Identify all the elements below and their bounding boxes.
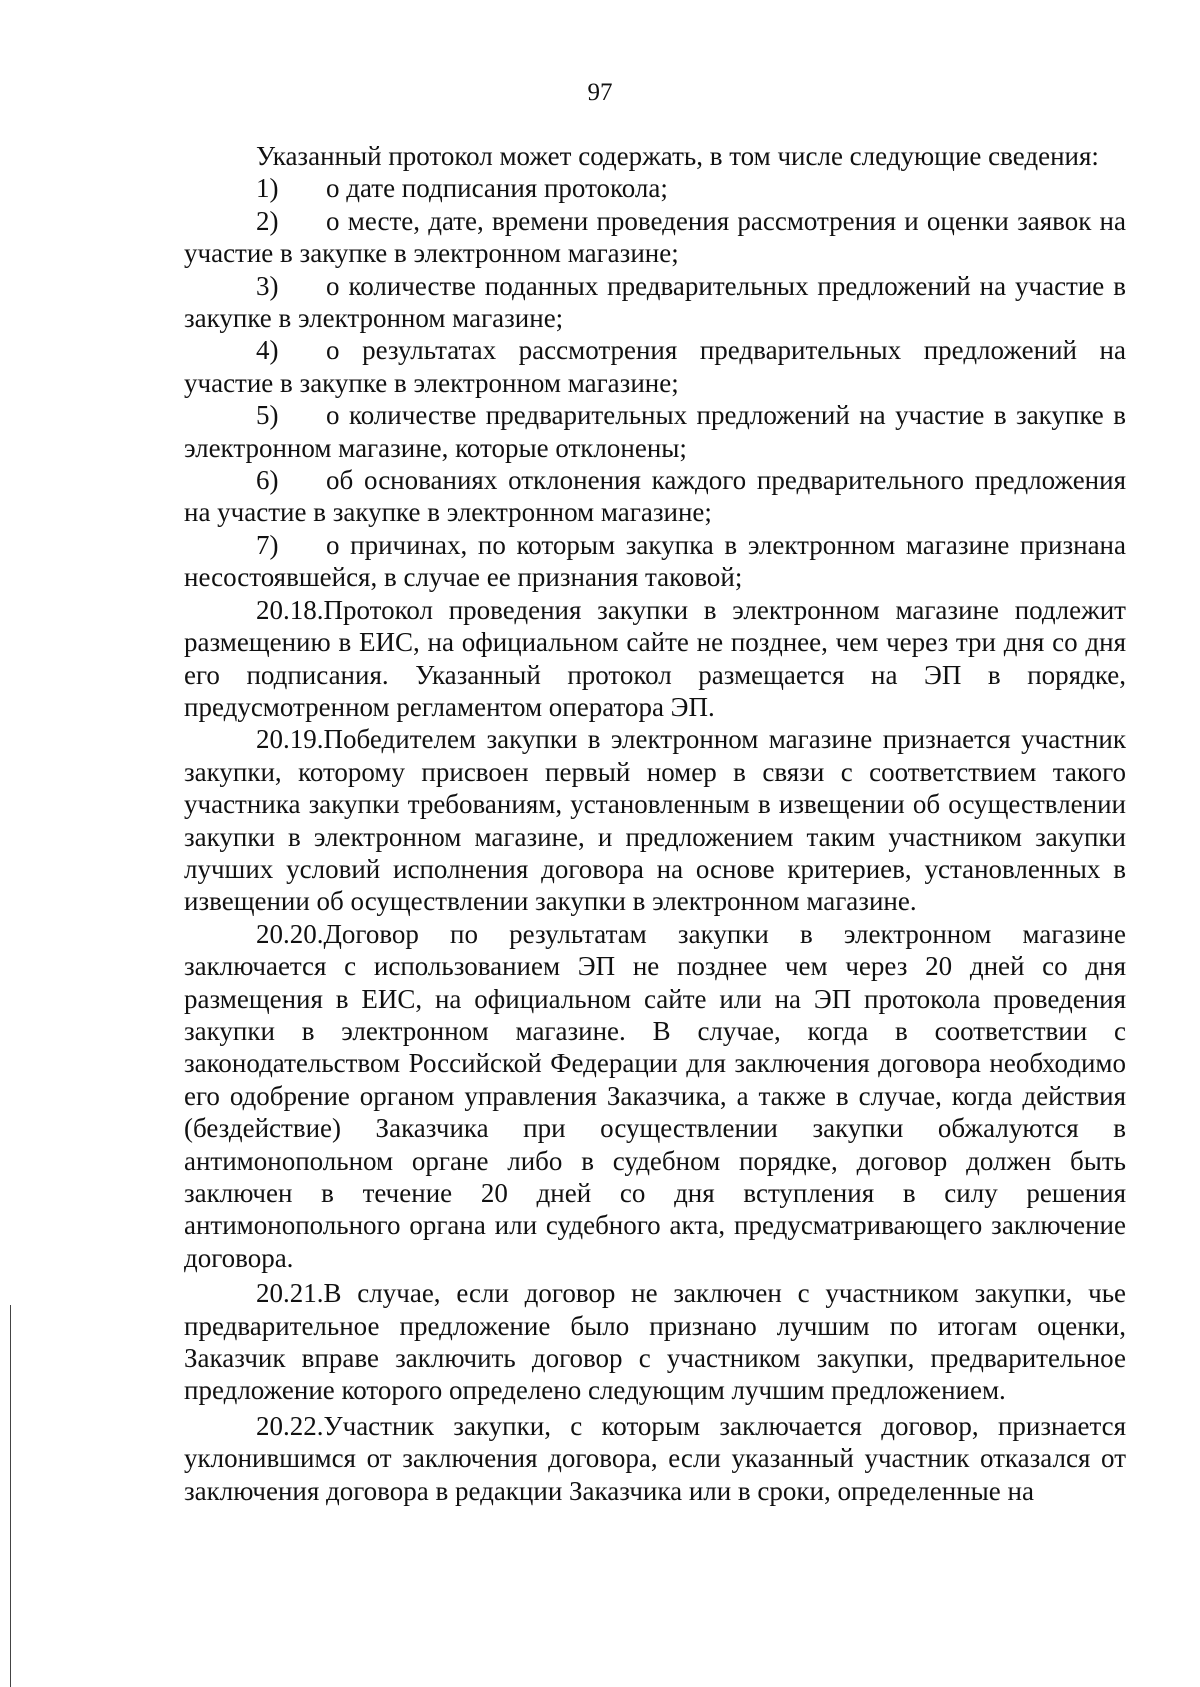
list-item-number: 7) [256, 529, 279, 560]
list-item [184, 334, 1126, 399]
list-item-text: о месте, дате, времени проведения рассмотрения и оценки заявок на участие в закупке в электронном магазине; [184, 205, 1126, 269]
list-item-number: 5) [256, 400, 279, 431]
section-20-18: 20.18.Протокол проведения закупки в электронном магазине подлежит размещению в ЕИС, на официальном сайте не позднее, чем через три дня со дня его подписания. Указанный протокол размещается на ЭП в порядке, предусмотренном регламентом оператора ЭП. [184, 594, 1126, 722]
document-body [184, 140, 1126, 1507]
section-20-22: 20.22.Участник закупки, с которым заключается договор, признается уклонившимся от заключения договора, если указанный участник отказался от заключения договора в редакции Заказчика или в сроки, определенные на [184, 1410, 1126, 1506]
list-item [184, 270, 1126, 335]
scan-margin-line [10, 1305, 11, 1687]
list-item [184, 464, 1126, 529]
list-item-number: 2) [256, 205, 279, 236]
list-item [184, 172, 1126, 204]
section-20-19: 20.19.Победителем закупки в электронном магазине признается участник закупки, которому присвоен первый номер в связи с соответствием такого участника закупки требованиям, установленным в извещении об осуществлении закупки в электронном магазине, и предложением таким участником закупки лучших условий исполнения договора на основе критериев, установленных в извещении об осуществлении закупки в электронном магазине. [184, 724, 1126, 917]
page-number: 97 [587, 79, 613, 106]
list-item-text: о причинах, по которым закупка в электронном магазине признана несостоявшейся, в случае ее признания таковой; [184, 529, 1126, 593]
list-item-number: 6) [256, 465, 279, 496]
list-item [184, 529, 1126, 594]
section-20-21: 20.21.В случае, если договор не заключен с участником закупки, чье предварительное предложение было признано лучшим по итогам оценки, Заказчик вправе заключить договор с участником закупки, предварительное предложение которого определено следующим лучшим предложением. [184, 1278, 1126, 1406]
list-item-number: 4) [256, 335, 279, 366]
list-item-number: 1) [256, 173, 279, 204]
list-item-text: о результатах рассмотрения предварительных предложений на участие в закупке в электронном магазине; [184, 335, 1126, 398]
list-item-number: 3) [256, 270, 279, 301]
list-item [184, 399, 1126, 464]
list-item [184, 205, 1126, 270]
list-item-text: о количестве поданных предварительных предложений на участие в закупке в электронном магазине; [184, 270, 1126, 334]
list-item-text: об основаниях отклонения каждого предварительного предложения на участие в закупке в электронном магазине; [184, 465, 1126, 528]
list-item-text: о дате подписания протокола; [326, 173, 668, 204]
section-20-20: 20.20.Договор по результатам закупки в электронном магазине заключается с использованием ЭП не позднее чем через 20 дней со дня размещения в ЕИС, на официальном сайте или на ЭП протокола проведения закупки в электронном магазине. В случае, когда в соответствии с законодательством Российской Федерации для заключения договора необходимо его одобрение органом управления Заказчика, а также в случае, когда действия (бездействие) Заказчика при осуществлении закупки обжалуются в антимонопольном органе либо в судебном порядке, договор должен быть заключен в течение 20 дней со дня вступления в силу решения антимонопольного органа или судебного акта, предусматривающего заключение договора. [184, 918, 1126, 1273]
intro-paragraph: Указанный протокол может содержать, в том числе следующие сведения: [256, 141, 1099, 171]
list-item-text: о количестве предварительных предложений на участие в закупке в электронном магазине, которые отклонены; [184, 400, 1126, 463]
